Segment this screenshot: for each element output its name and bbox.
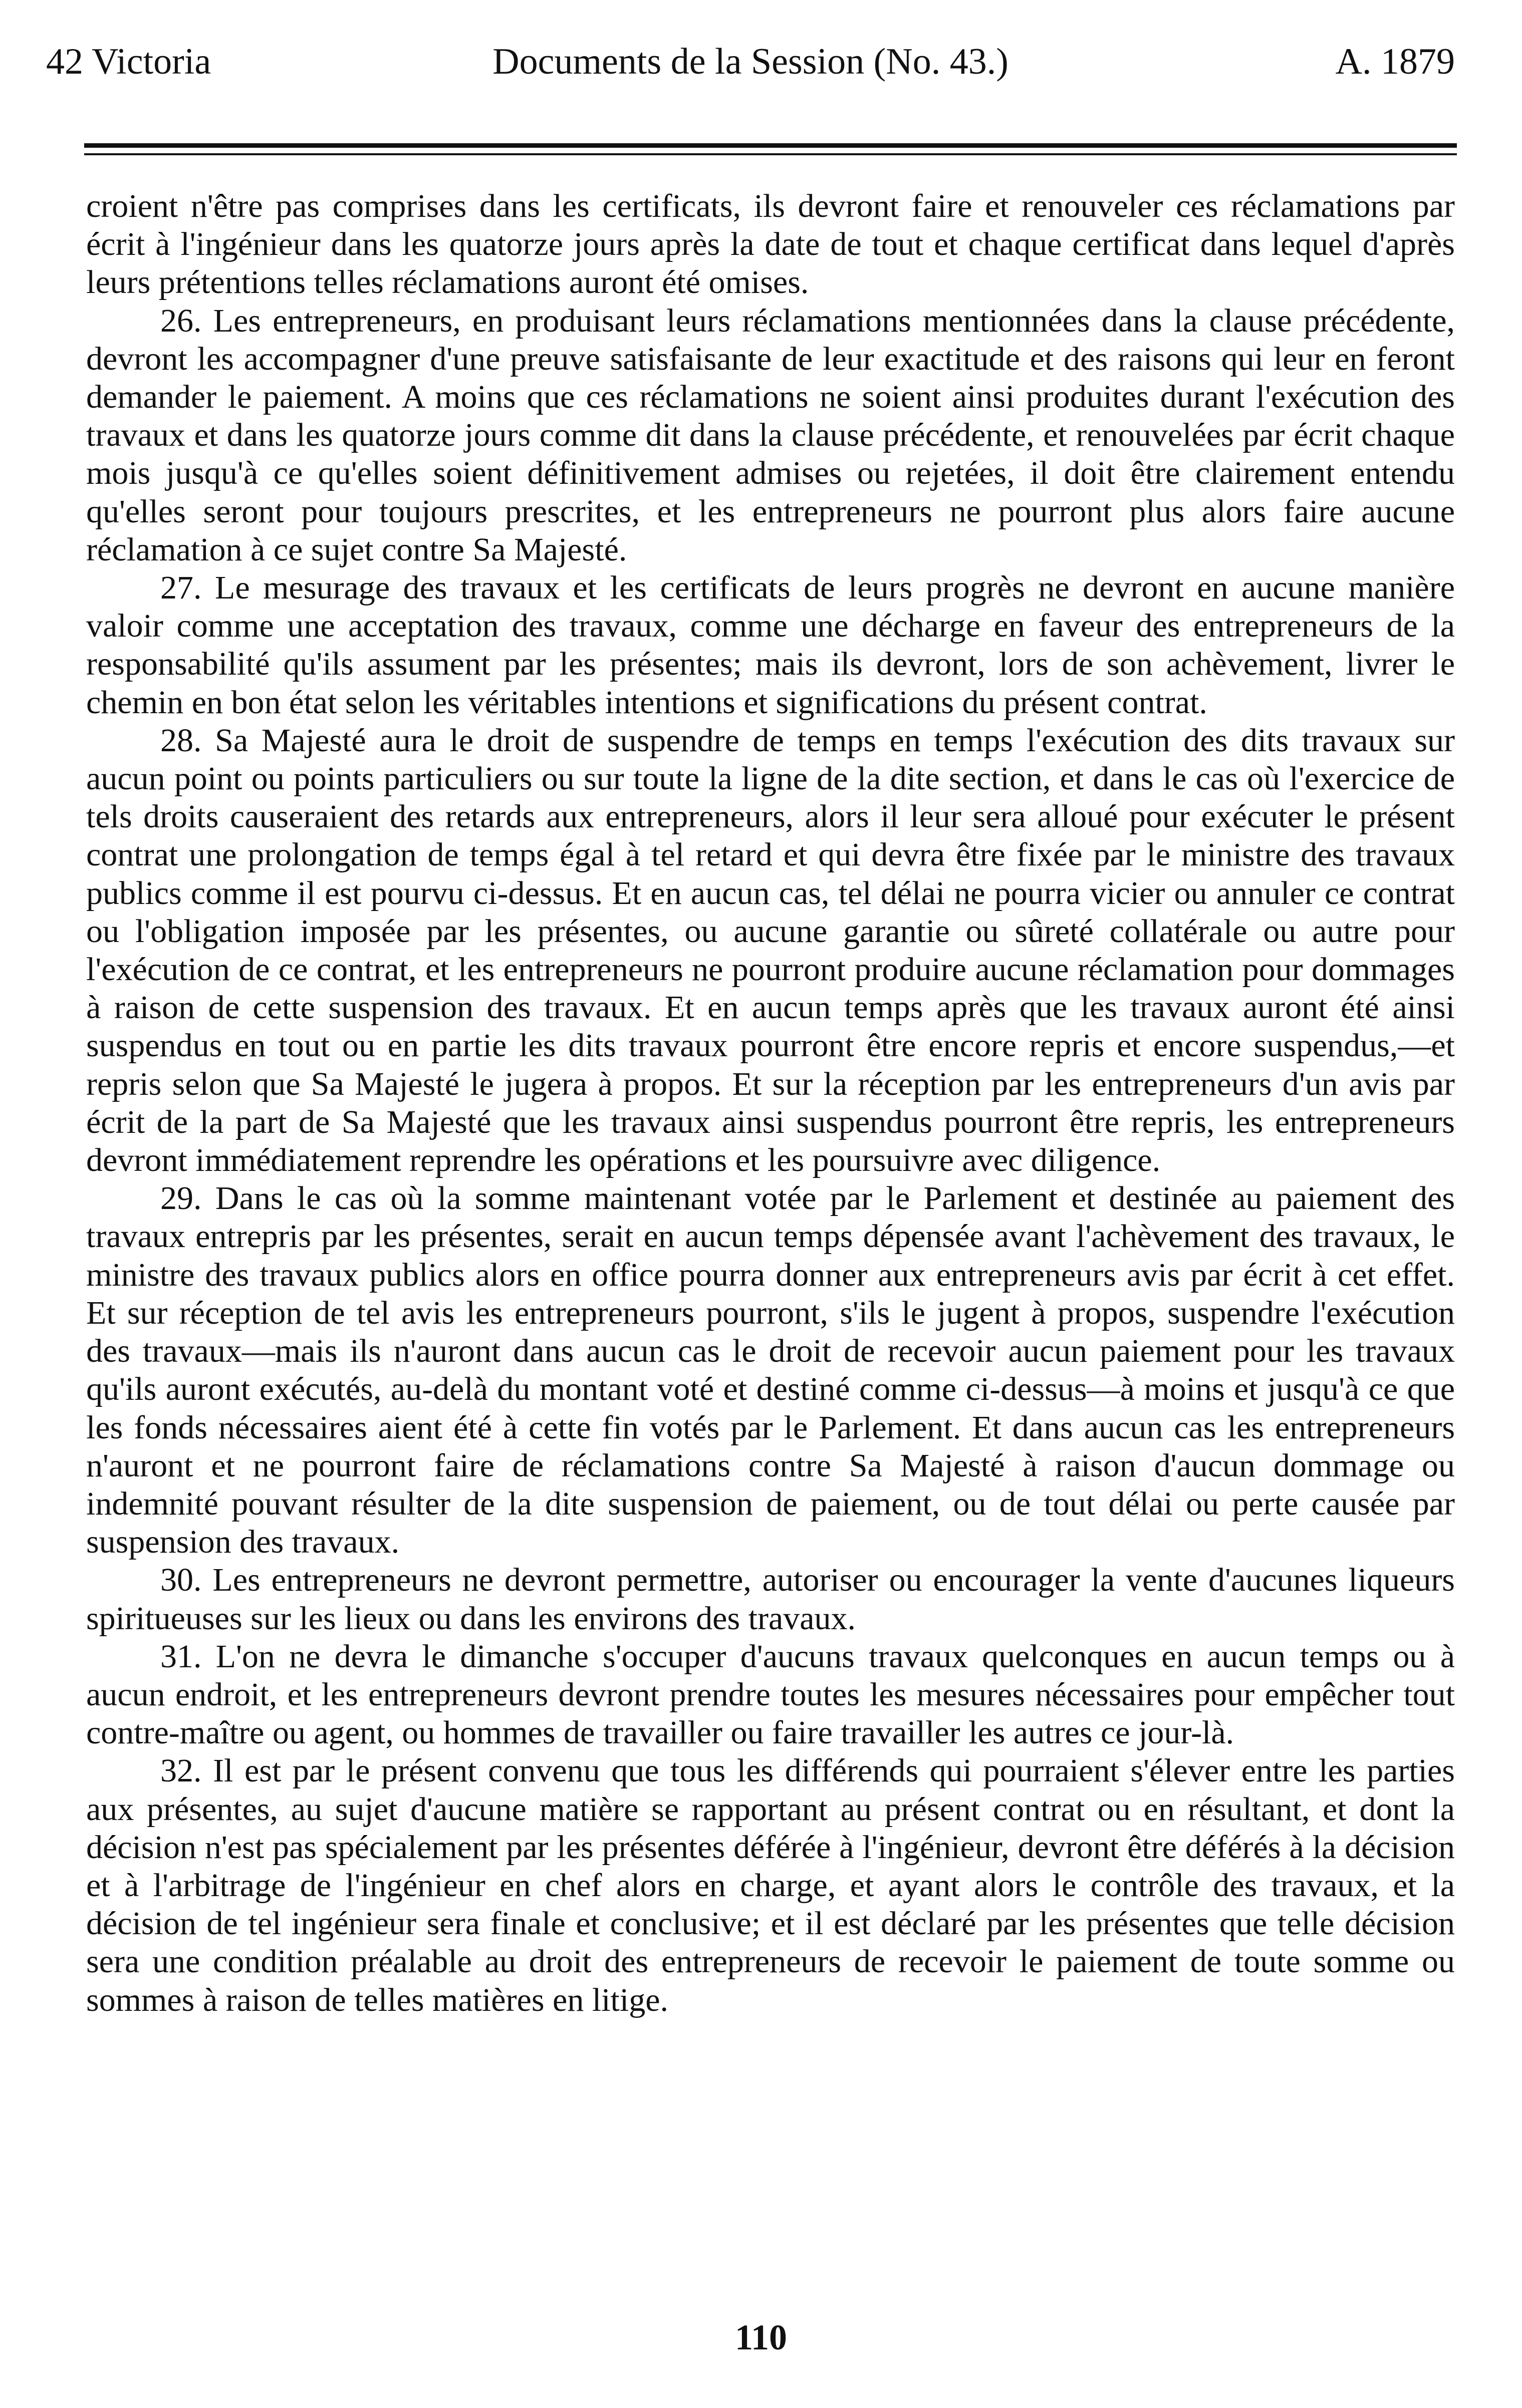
paragraph-continuation: croient n'être pas comprises dans les certificats, ils devront faire et renouveler ces réclamations par écrit à l'ingénieur dans les quatorze jours après la date de tout et chaque certificat dans lequel d'après leurs prétentions telles réclamations auront été omises.	[86, 188, 1455, 301]
page-number: 110	[734, 2317, 788, 2357]
header-title: Documents de la Session (No. 43.)	[492, 41, 1008, 82]
header-rule-thin	[84, 153, 1457, 155]
header-year: A. 1879	[1335, 41, 1455, 82]
clause-31: 31. L'on ne devra le dimanche s'occuper d'aucuns travaux quelconques en aucun temps ou à aucun endroit, et les entrepreneurs devront prendre toutes les mesures nécessaires pour empêcher tout contre-maître ou agent, ou hommes de travailler ou faire travailler les autres ce jour-là.	[86, 1638, 1455, 1751]
clause-30: 30. Les entrepreneurs ne devront permettre, autoriser ou encourager la vente d'aucunes liqueurs spiritueuses sur les lieux ou dans les environs des travaux.	[86, 1562, 1455, 1637]
body-text	[86, 187, 1455, 2019]
clause-32: 32. Il est par le présent convenu que tous les différends qui pourraient s'élever entre les parties aux présentes, au sujet d'aucune matière se rapportant au présent contrat ou en résultant, et dont la décision n'est pas spécialement par les présentes déférée à l'ingénieur, devront être déférés à la décision et à l'arbitrage de l'ingénieur en chef alors en charge, et ayant alors le contrôle des travaux, et la décision de tel ingénieur sera finale et conclusive; et il est déclaré par les présentes que telle décision sera une condition préalable au droit des entrepreneurs de recevoir le paiement de toute somme ou sommes à raison de telles matières en litige.	[86, 1752, 1455, 2018]
clause-28: 28. Sa Majesté aura le droit de suspendre de temps en temps l'exécution des dits travaux sur aucun point ou points particuliers ou sur toute la ligne de la dite section, et dans le cas où l'exercice de tels droits causeraient des retards aux entrepreneurs, alors il leur sera alloué pour exécuter le présent contrat une prolongation de temps égal à tel retard et qui devra être fixée par le ministre des travaux publics comme il est pourvu ci-dessus. Et en aucun cas, tel délai ne pourra vicier ou annuler ce contrat ou l'obligation imposée par les présentes, ou aucune garantie ou sûreté collatérale ou autre pour l'exécution de ce contrat, et les entrepreneurs ne pourront produire aucune réclamation pour dommages à raison de cette suspension des travaux. Et en aucun temps après que les travaux auront été ainsi suspendus en tout ou en partie les dits travaux pourront être encore repris et encore suspendus,—et repris selon que Sa Majesté le jugera à propos. Et sur la réception par les entrepreneurs d'un avis par écrit de la part de Sa Majesté que les travaux ainsi suspendus pourront être repris, les entrepreneurs devront immédiatement reprendre les opérations et les poursuivre avec diligence.	[86, 722, 1455, 1179]
clause-27: 27. Le mesurage des travaux et les certificats de leurs progrès ne devront en aucune manière valoir comme une acceptation des travaux, comme une décharge en faveur des entrepreneurs de la responsabilité qu'ils assument par les présentes; mais ils devront, lors de son achèvement, livrer le chemin en bon état selon les véritables intentions et significations du présent contrat.	[86, 569, 1455, 721]
header-rule-thick	[84, 143, 1457, 148]
header-volume: 42 Victoria	[46, 41, 211, 82]
running-header	[46, 29, 1455, 94]
clause-26: 26. Les entrepreneurs, en produisant leurs réclamations mentionnées dans la clause précédente, devront les accompagner d'une preuve satisfaisante de leur exactitude et des raisons qui leur en feront demander le paiement. A moins que ces réclamations ne soient ainsi produites durant l'exécution des travaux et dans les quatorze jours comme dit dans la clause précédente, et renouvelées par écrit chaque mois jusqu'à ce qu'elles soient définitivement admises ou rejetées, il doit être clairement entendu qu'elles seront pour toujours prescrites, et les entrepreneurs ne pourront plus alors faire aucune réclamation à ce sujet contre Sa Majesté.	[86, 302, 1455, 568]
clause-29: 29. Dans le cas où la somme maintenant votée par le Parlement et destinée au paiement des travaux entrepris par les présentes, serait en aucun temps dépensée avant l'achèvement des travaux, le ministre des travaux publics alors en office pourra donner aux entrepreneurs avis par écrit à cet effet. Et sur réception de tel avis les entrepreneurs pourront, s'ils le jugent à propos, suspendre l'exécution des travaux—mais ils n'auront dans aucun cas le droit de recevoir aucun paiement pour les travaux qu'ils auront exécutés, au-delà du montant voté et destiné comme ci-dessus—à moins et jusqu'à ce que les fonds nécessaires aient été à cette fin votés par le Parlement. Et dans aucun cas les entrepreneurs n'auront et ne pourront faire de réclamations contre Sa Majesté à raison d'aucun dommage ou indemnité pouvant résulter de la dite suspension de paiement, ou de tout délai ou perte causée par suspension des travaux.	[86, 1180, 1455, 1561]
